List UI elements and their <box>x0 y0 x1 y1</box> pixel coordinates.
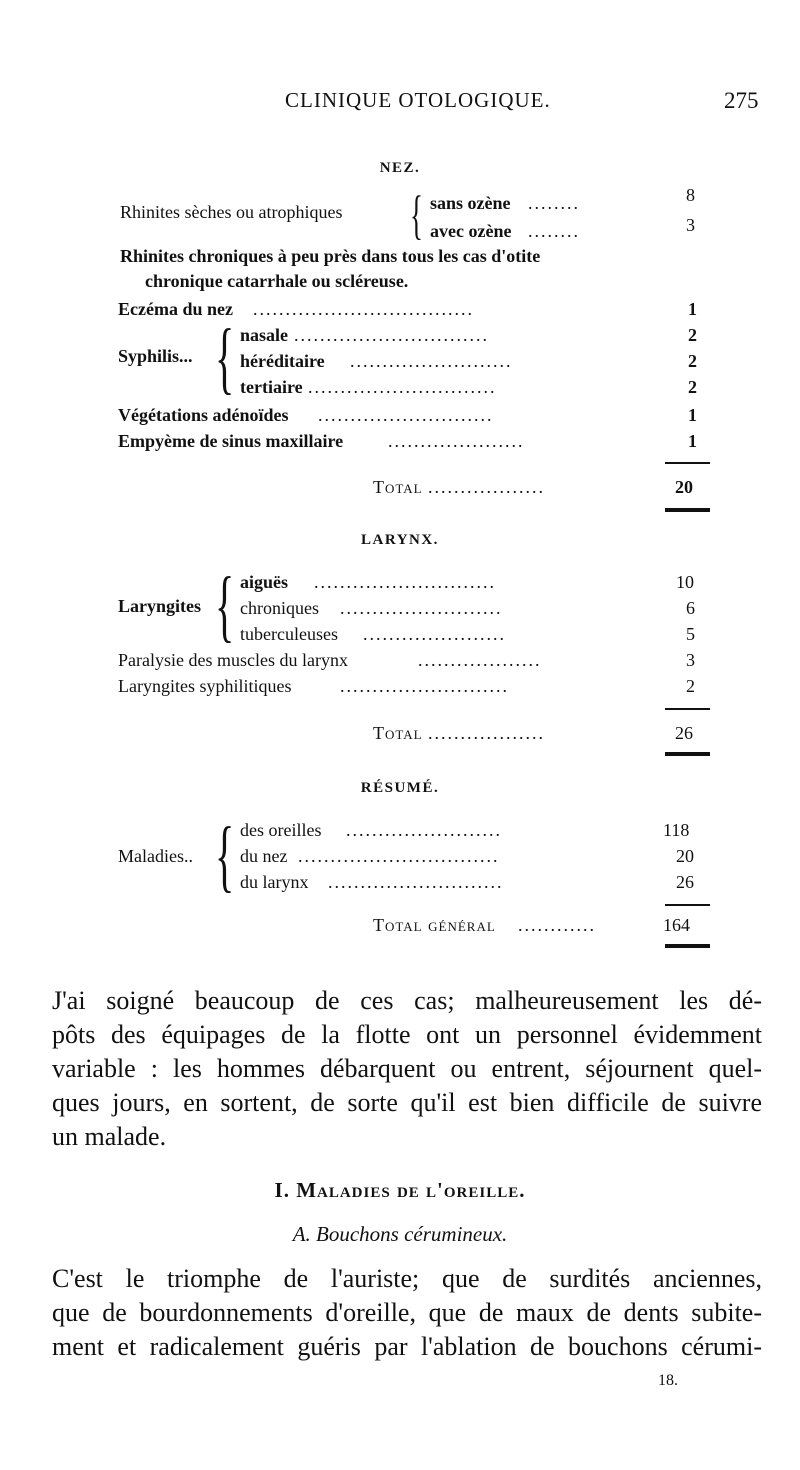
total-rule <box>665 752 710 756</box>
empyeme-row: Empyème de sinus maxillaire ..................... 1 <box>118 428 678 454</box>
row-label: Total <box>373 723 423 743</box>
row-label: du larynx <box>240 872 309 892</box>
row-label: du nez <box>240 846 288 866</box>
row-value: 1 <box>688 405 697 425</box>
body-paragraph <box>52 984 762 1154</box>
paragraph-line: que de bourdonnements d'oreille, que de maux de dents subite- <box>52 1298 762 1327</box>
paragraph-line: pôts des équipages de la flotte ont un personnel évidemment <box>52 1020 762 1049</box>
paragraph-line: ques jours, en sortent, de sorte qu'il est bien difficile de suivre <box>52 1088 762 1117</box>
row-value: 164 <box>663 915 690 935</box>
printer-signature: 18. <box>658 1372 678 1389</box>
row-value: 2 <box>688 325 697 345</box>
resume-total-row: Total général ............ 164 <box>118 912 678 938</box>
brace-icon: { <box>215 562 235 650</box>
row-label: sans ozène <box>430 193 511 213</box>
laryngites-aigues-row: aiguës ............................ 10 <box>118 569 678 595</box>
row-label: Total <box>373 477 423 497</box>
row-label: tuberculeuses <box>240 624 338 644</box>
row-label: avec ozène <box>430 221 512 241</box>
syphilis-tertiaire-row: tertiaire ............................. 2 <box>118 374 678 400</box>
paragraph-line: ment et radicalement guéris par l'ablation de bouchons cérumi- <box>52 1332 762 1361</box>
section-title: I. Maladies de l'oreille. <box>274 1178 526 1202</box>
total-rule <box>665 508 710 512</box>
row-label: nasale <box>240 325 289 345</box>
nez-total-row: Total .................. 20 <box>118 474 678 500</box>
row-value: 2 <box>688 377 697 397</box>
row-value: 26 <box>675 723 693 743</box>
body-paragraph <box>52 1262 762 1364</box>
running-header: CLINIQUE OTOLOGIQUE. <box>285 88 551 112</box>
row-label: Végétations adénoïdes <box>118 405 289 425</box>
paragraph-line: un malade. <box>52 1122 167 1151</box>
section-heading-nez: NEZ. <box>379 160 421 176</box>
brace-icon: { <box>215 812 235 900</box>
paragraph-line: C'est le triomphe de l'auriste; que de surdités anciennes, <box>52 1264 762 1293</box>
row-value: 26 <box>676 872 694 892</box>
larynx-total-row: Total .................. 26 <box>118 720 678 746</box>
row-label: Empyème de sinus maxillaire <box>118 431 344 451</box>
row-value: 20 <box>675 477 693 497</box>
rhinites-avec-ozene-row: avec ozène ........ 3 <box>118 218 678 244</box>
row-value: 1 <box>688 299 697 319</box>
laryngites-chroniques-row: chroniques ......................... 6 <box>118 595 678 621</box>
row-label: Laryngites syphilitiques <box>118 676 292 696</box>
page-number: 275 <box>724 88 759 113</box>
row-label: aiguës <box>240 572 289 592</box>
row-value: 1 <box>688 431 697 451</box>
brace-icon: { <box>215 314 235 402</box>
row-value: 10 <box>676 572 694 592</box>
rhinites-chroniques-line1: Rhinites chroniques à peu près dans tous les cas d'otite <box>120 246 541 266</box>
syphilis-label: Syphilis... <box>118 346 193 366</box>
row-value: 118 <box>663 820 690 840</box>
total-rule <box>665 944 710 948</box>
syphilis-nasale-row: nasale .............................. 2 <box>118 322 678 348</box>
row-label: Total général <box>373 915 496 935</box>
total-rule <box>665 904 710 906</box>
rhinites-sans-ozene-row: sans ozène ........ 8 <box>118 190 678 216</box>
maladies-larynx-row: du larynx ........................... 26 <box>118 869 678 895</box>
row-label: tertiaire <box>240 377 303 397</box>
row-label: Paralysie des muscles du larynx <box>118 650 348 670</box>
brace-icon: { <box>410 185 423 245</box>
row-value: 6 <box>686 598 695 618</box>
section-heading-larynx: LARYNX. <box>361 532 439 548</box>
eczema-row: Eczéma du nez .................................. 1 <box>118 296 678 322</box>
paragraph-line: variable : les hommes débarquent ou entrent, séjournent quel- <box>52 1054 762 1083</box>
row-value: 2 <box>688 351 697 371</box>
row-label: des oreilles <box>240 820 322 840</box>
subsection-title: A. Bouchons cérumineux. <box>292 1222 508 1246</box>
row-value: 5 <box>686 624 695 644</box>
laryngites-label: Laryngites <box>118 596 201 616</box>
maladies-nez-row: du nez ............................... 20 <box>118 843 678 869</box>
vegetations-row: Végétations adénoïdes ........................... 1 <box>118 402 678 428</box>
rhinites-seches-label: Rhinites sèches ou atrophiques <box>120 202 343 222</box>
row-label: Eczéma du nez <box>118 299 233 319</box>
row-label: chroniques <box>240 598 319 618</box>
row-value: 3 <box>686 215 695 235</box>
rhinites-chroniques-line2: chronique catarrhale ou scléreuse. <box>145 271 409 291</box>
laryngites-syphilitiques-row: Laryngites syphilitiques .......................... 2 <box>118 673 678 699</box>
maladies-label: Maladies.. <box>118 846 193 866</box>
row-value: 8 <box>686 185 695 205</box>
paralysie-row: Paralysie des muscles du larynx ................... 3 <box>118 647 678 673</box>
total-rule <box>665 462 710 464</box>
maladies-oreilles-row: des oreilles ........................ 118 <box>118 817 678 843</box>
section-heading-resume: RÉSUMÉ. <box>360 780 440 796</box>
paragraph-line: J'ai soigné beaucoup de ces cas; malheureusement les dé- <box>52 986 762 1015</box>
row-value: 3 <box>686 650 695 670</box>
total-rule <box>665 708 710 710</box>
row-label: héréditaire <box>240 351 325 371</box>
laryngites-tuberculeuses-row: tuberculeuses ...................... 5 <box>118 621 678 647</box>
row-value: 20 <box>676 846 694 866</box>
syphilis-hereditaire-row: héréditaire ......................... 2 <box>118 348 678 374</box>
row-value: 2 <box>686 676 695 696</box>
